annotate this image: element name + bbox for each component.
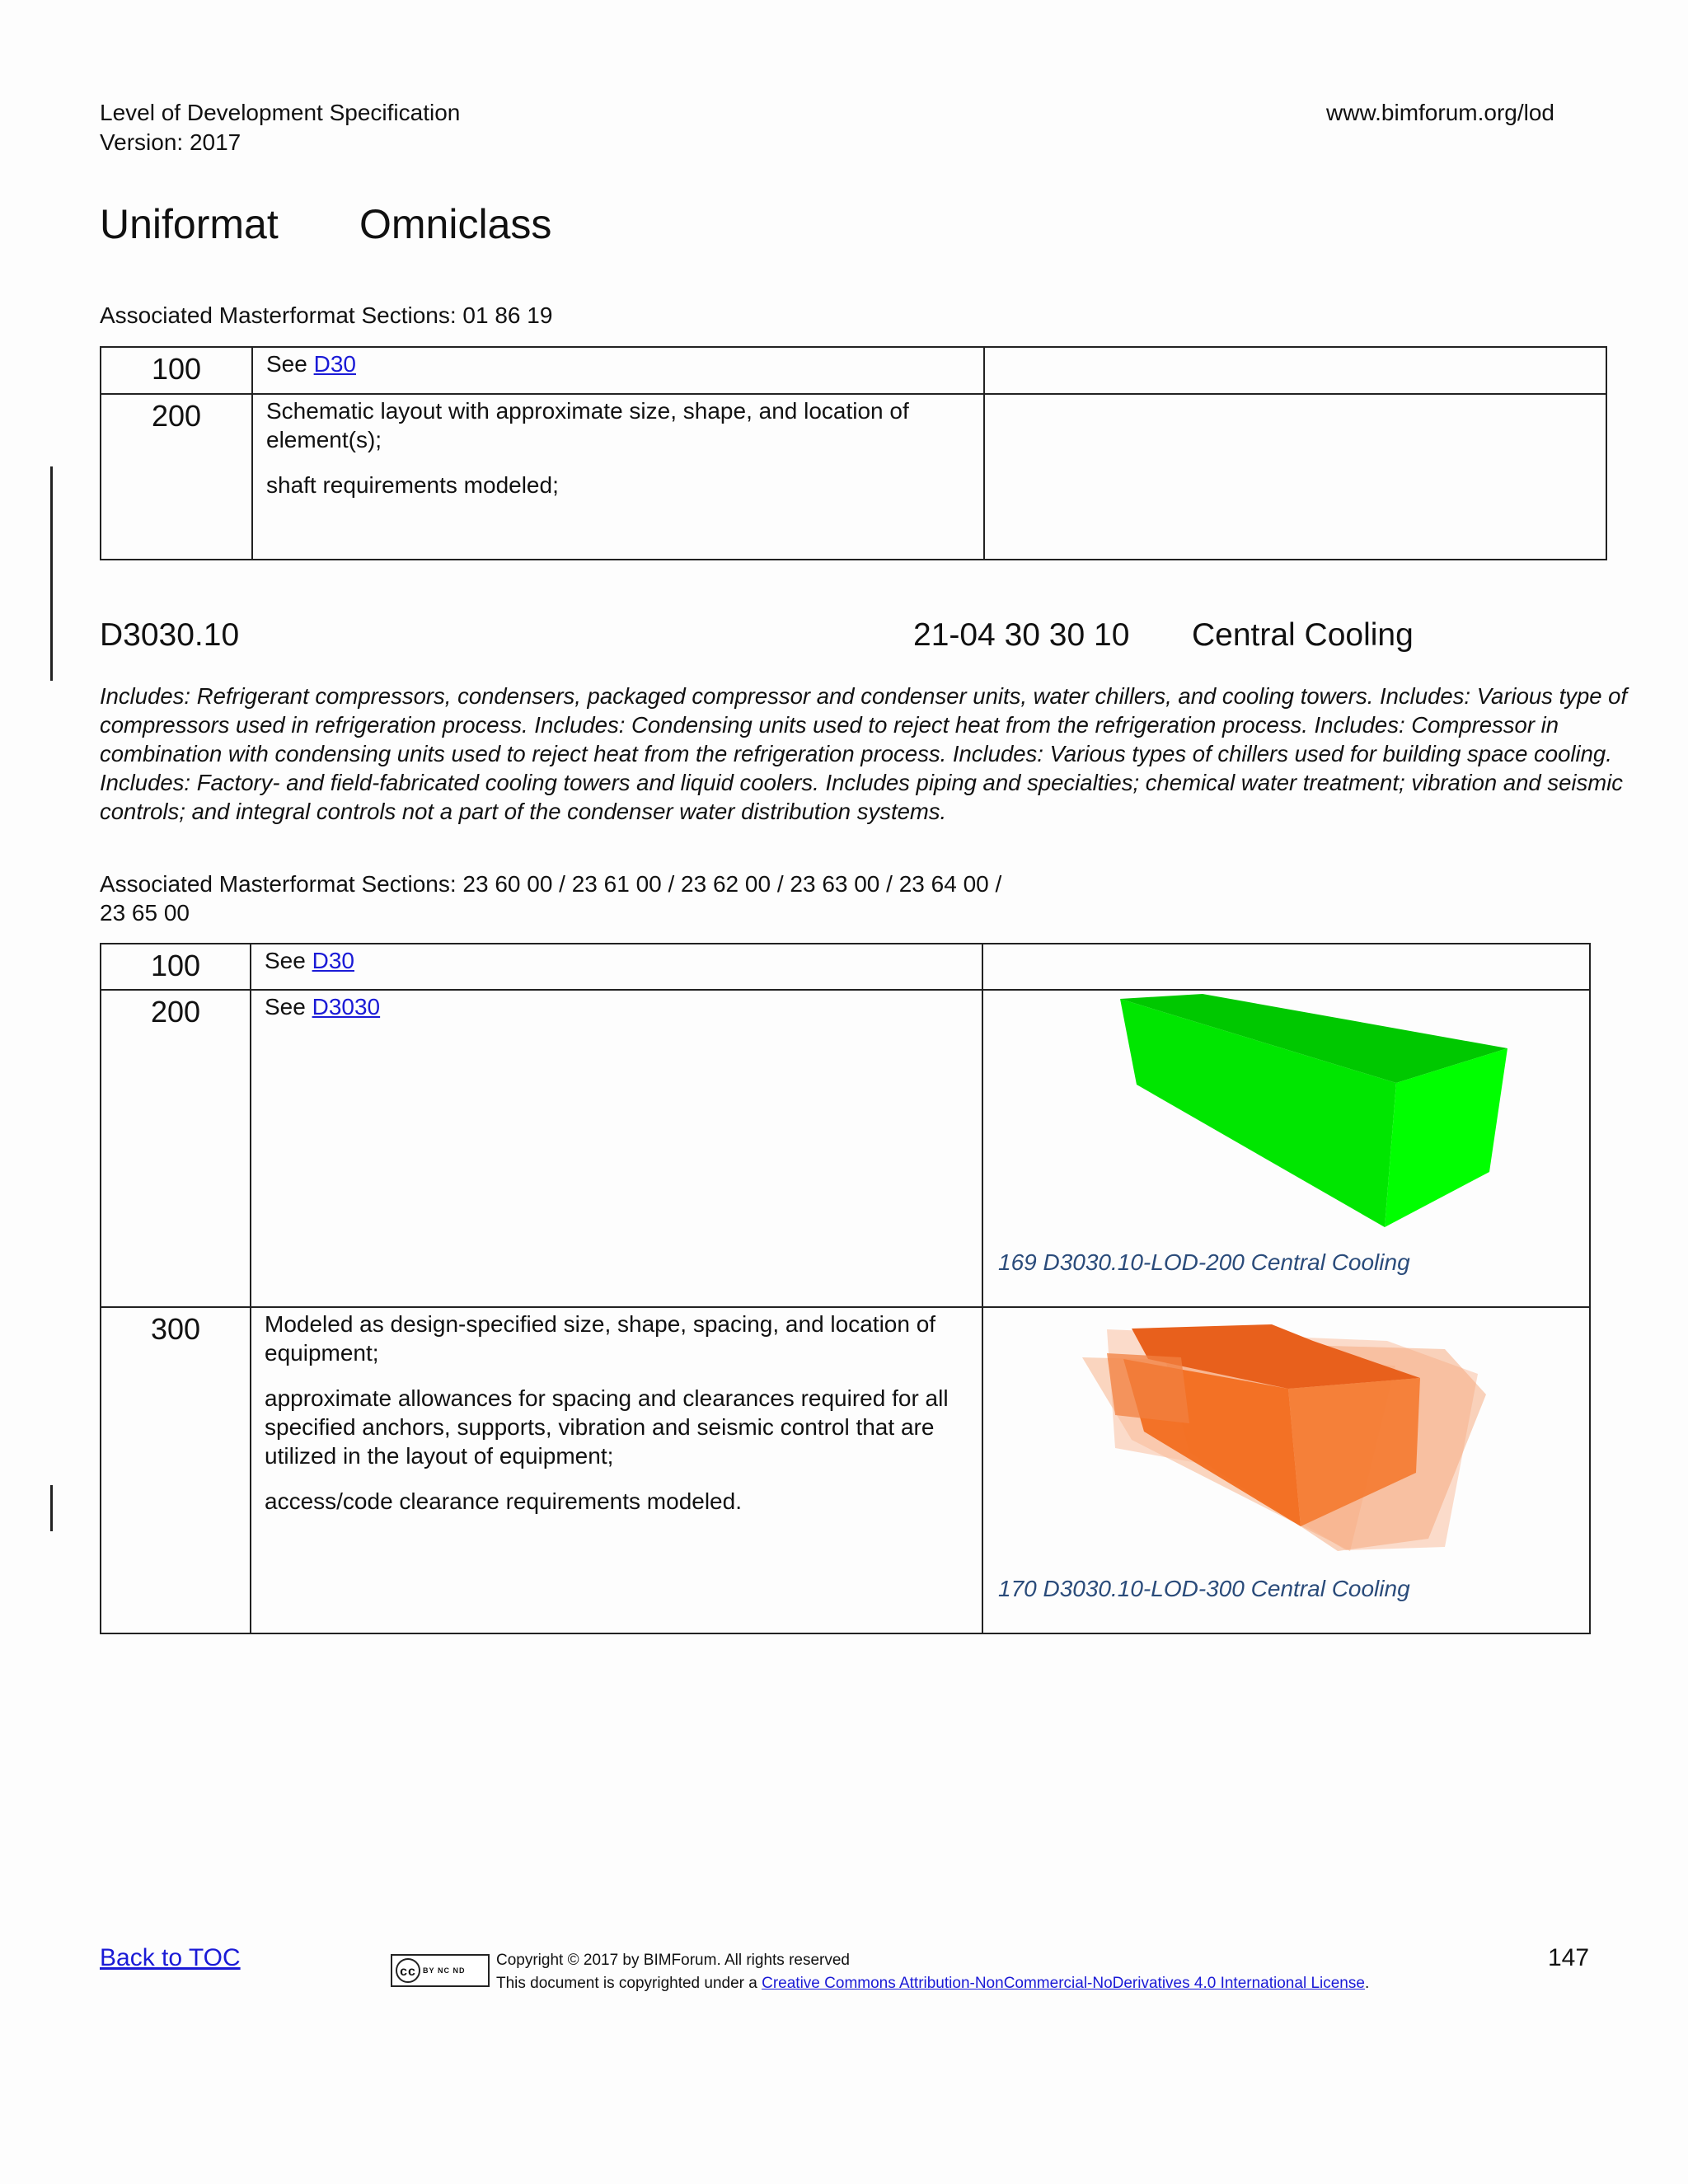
website-url: www.bimforum.org/lod xyxy=(1326,100,1554,125)
lod-level: 200 xyxy=(101,990,251,1307)
section-code: D3030.10 xyxy=(100,617,240,653)
lod-figure-cell xyxy=(982,990,1590,1307)
see-prefix: See xyxy=(265,948,312,973)
box-small-face xyxy=(1107,1353,1189,1423)
see-prefix: See xyxy=(266,351,314,377)
table-row xyxy=(101,394,1606,560)
section-title: Central Cooling xyxy=(1192,617,1414,653)
omniclass-heading: Omniclass xyxy=(359,201,552,247)
table-row xyxy=(101,1307,1590,1633)
license-text xyxy=(496,1972,1369,1995)
license-suffix: . xyxy=(1364,1975,1370,1992)
lod-level: 100 xyxy=(101,347,252,394)
lod-description xyxy=(251,944,982,990)
change-bar xyxy=(50,1485,53,1531)
description-paragraph: shaft requirements modeled; xyxy=(266,472,559,498)
cc-nc-label: NC xyxy=(438,1966,451,1975)
change-bar xyxy=(50,466,53,681)
masterformat-sections: Associated Masterformat Sections: 01 86 19 xyxy=(100,302,553,328)
includes-text: Includes: Refrigerant compressors, condensers, packaged compressor and condenser units, water chillers, and cooling towers. Includes: Various type of compressors used in refrigeration process. Includes: Condensing units used to reject heat from the refrigeration process. Includes: Compressor in combination with condensing units used to reject heat from the refrigeration process. Includes: Various types of chillers used for building space cooling. Includes: Factory- and field-fabricated cooling towers and liquid coolers. Includes piping and specialties; chemical water treatment; vibration and seismic controls; and integral controls not a part of the condenser water distribution systems. xyxy=(100,683,1628,824)
copyright-text: Copyright © 2017 by BIMForum. All rights reserved xyxy=(496,1952,851,1969)
lod-description xyxy=(252,347,984,394)
masterformat-sections-cont: 23 65 00 xyxy=(100,900,190,926)
lod-level: 100 xyxy=(101,944,251,990)
creative-commons-badge xyxy=(391,1954,490,1987)
description-paragraph: access/code clearance requirements modeled. xyxy=(265,1488,742,1514)
lod-figure-cell xyxy=(982,1307,1590,1633)
uniformat-heading: Uniformat xyxy=(100,201,279,247)
omniclass-code: 21-04 30 30 10 xyxy=(913,617,1130,653)
document-title: Level of Development Specification xyxy=(100,100,461,125)
lod-description xyxy=(252,394,984,560)
see-link-d3030[interactable]: D3030 xyxy=(312,994,381,1019)
lod-level: 200 xyxy=(101,394,252,560)
table-row xyxy=(101,944,1590,990)
see-prefix: See xyxy=(265,994,312,1019)
description-paragraph: Modeled as design-specified size, shape, spacing, and location of equipment; xyxy=(265,1311,936,1366)
cc-icon: cc xyxy=(396,1958,420,1983)
page-number: 147 xyxy=(1548,1944,1590,1971)
lod-table-top xyxy=(100,346,1607,560)
cc-nd-label: ND xyxy=(452,1966,466,1975)
figure-caption: 170 D3030.10-LOD-300 Central Cooling xyxy=(998,1576,1410,1601)
back-to-toc-link[interactable]: Back to TOC xyxy=(100,1944,241,1971)
lod-description xyxy=(251,1307,982,1633)
table-row xyxy=(101,347,1606,394)
description-paragraph: approximate allowances for spacing and clearances required for all specified anchors, supports, vibration and seismic control that are utilized in the layout of equipment; xyxy=(265,1385,949,1469)
lod-level: 300 xyxy=(101,1307,251,1633)
see-link-d30[interactable]: D30 xyxy=(312,948,354,973)
table-row xyxy=(101,990,1590,1307)
figure-caption: 169 D3030.10-LOD-200 Central Cooling xyxy=(998,1249,1410,1275)
lod-description xyxy=(251,990,982,1307)
license-link[interactable]: Creative Commons Attribution-NonCommercial-NoDerivatives 4.0 International License xyxy=(762,1975,1365,1992)
lod-figure-cell xyxy=(984,394,1606,560)
lod-figure-cell xyxy=(982,944,1590,990)
document-version: Version: 2017 xyxy=(100,129,241,155)
see-link-d30[interactable]: D30 xyxy=(313,351,356,377)
masterformat-sections: Associated Masterformat Sections: 23 60 00 / 23 61 00 / 23 62 00 / 23 63 00 / 23 64 00 / xyxy=(100,871,1002,897)
license-prefix: This document is copyrighted under a xyxy=(496,1975,762,1992)
cc-by-label: BY xyxy=(423,1966,435,1975)
lod-figure-cell xyxy=(984,347,1606,394)
description-paragraph: Schematic layout with approximate size, shape, and location of element(s); xyxy=(266,398,909,452)
lod-table-main xyxy=(100,943,1591,1634)
